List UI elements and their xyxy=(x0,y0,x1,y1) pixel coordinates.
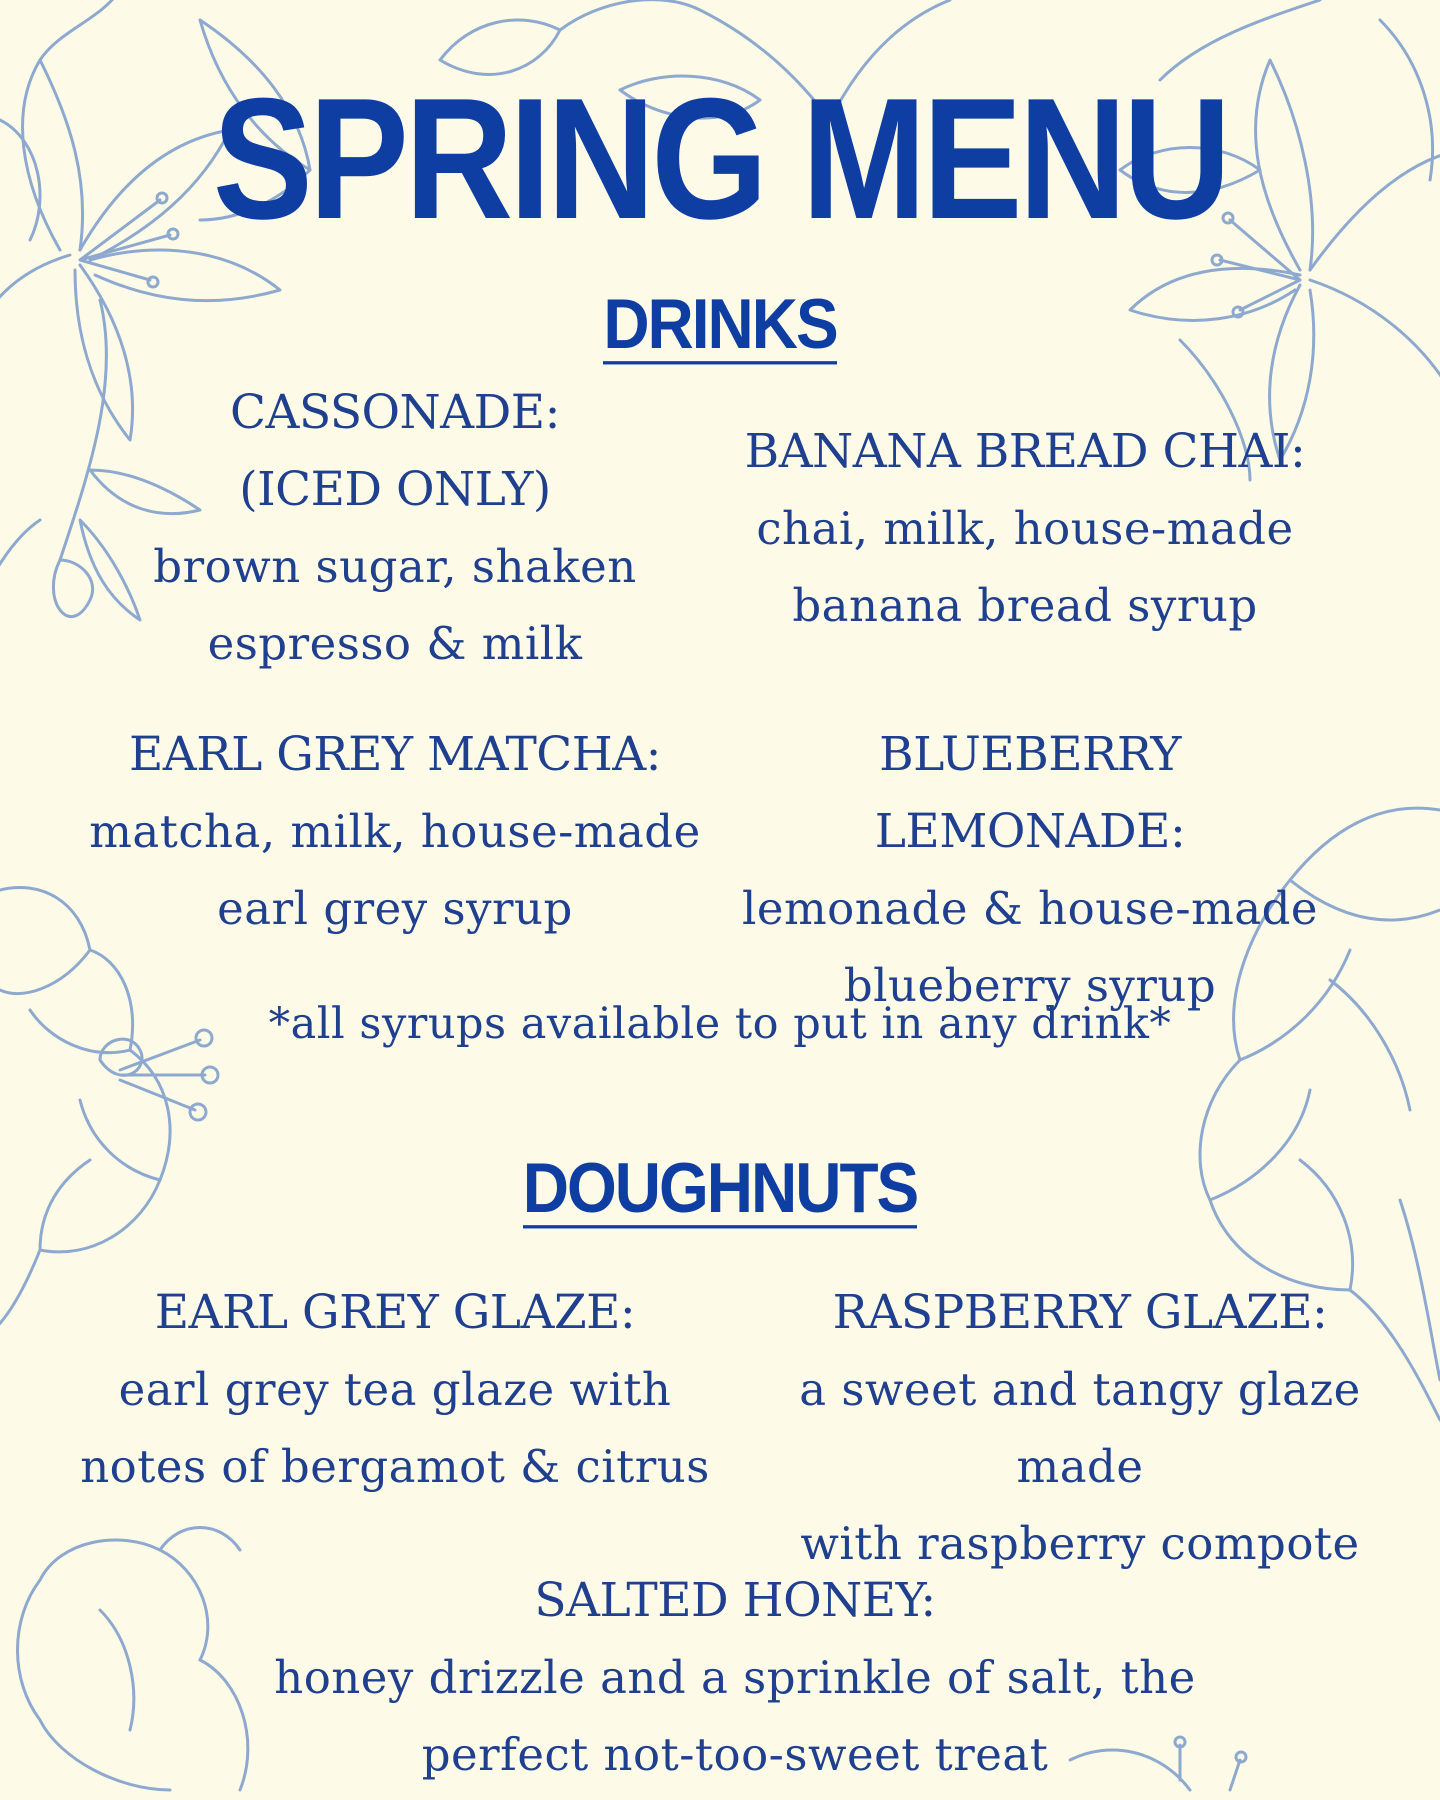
drink-description: earl grey syrup xyxy=(217,882,573,935)
bottom-flower-icon xyxy=(18,1528,248,1791)
doughnut-raspberry-glaze xyxy=(730,1274,1430,1582)
menu-title: SPRING MENU xyxy=(212,61,1228,255)
drink-description: brown sugar, shaken xyxy=(153,540,637,593)
doughnuts-heading-text: DOUGHNUTS xyxy=(522,1148,918,1228)
drink-cassonade xyxy=(110,374,680,682)
doughnuts-heading xyxy=(0,1148,1440,1228)
doughnut-description: perfect not-too-sweet treat xyxy=(421,1728,1049,1781)
doughnut-description: notes of bergamot & citrus xyxy=(80,1440,710,1493)
doughnut-salted-honey xyxy=(220,1562,1250,1793)
drinks-heading-text: DRINKS xyxy=(603,284,837,364)
drink-description: chai, milk, house-made xyxy=(756,502,1294,555)
drink-name: BANANA BREAD CHAI: xyxy=(744,424,1306,479)
drink-description: blueberry syrup xyxy=(843,959,1217,1012)
drink-blueberry-lemonade xyxy=(720,716,1340,1024)
drink-banana-bread-chai xyxy=(740,413,1310,644)
drink-name: BLUEBERRY LEMONADE: xyxy=(874,727,1186,859)
doughnut-earl-grey-glaze xyxy=(70,1274,720,1505)
doughnut-name: SALTED HONEY: xyxy=(534,1573,936,1628)
drink-description: banana bread syrup xyxy=(792,579,1258,632)
drink-description: matcha, milk, house-made xyxy=(89,805,701,858)
drink-name: CASSONADE: xyxy=(230,385,560,440)
doughnut-description: earl grey tea glaze with xyxy=(118,1363,672,1416)
drink-description: lemonade & house-made xyxy=(741,882,1319,935)
doughnut-name: EARL GREY GLAZE: xyxy=(154,1285,636,1340)
hibiscus-flower-icon xyxy=(0,888,218,1341)
doughnut-description: with raspberry compote xyxy=(800,1517,1360,1570)
doughnut-description: honey drizzle and a sprinkle of salt, the xyxy=(274,1651,1196,1704)
drink-note: (ICED ONLY) xyxy=(239,462,551,517)
syrup-footnote: *all syrups available to put in any drink* xyxy=(268,999,1172,1049)
drink-description: espresso & milk xyxy=(207,617,583,670)
doughnut-description: a sweet and tangy glaze made xyxy=(799,1363,1361,1493)
drinks-heading xyxy=(0,284,1440,364)
doughnut-name: RASPBERRY GLAZE: xyxy=(832,1285,1328,1340)
drink-name: EARL GREY MATCHA: xyxy=(128,727,662,782)
drink-earl-grey-matcha xyxy=(80,716,710,947)
